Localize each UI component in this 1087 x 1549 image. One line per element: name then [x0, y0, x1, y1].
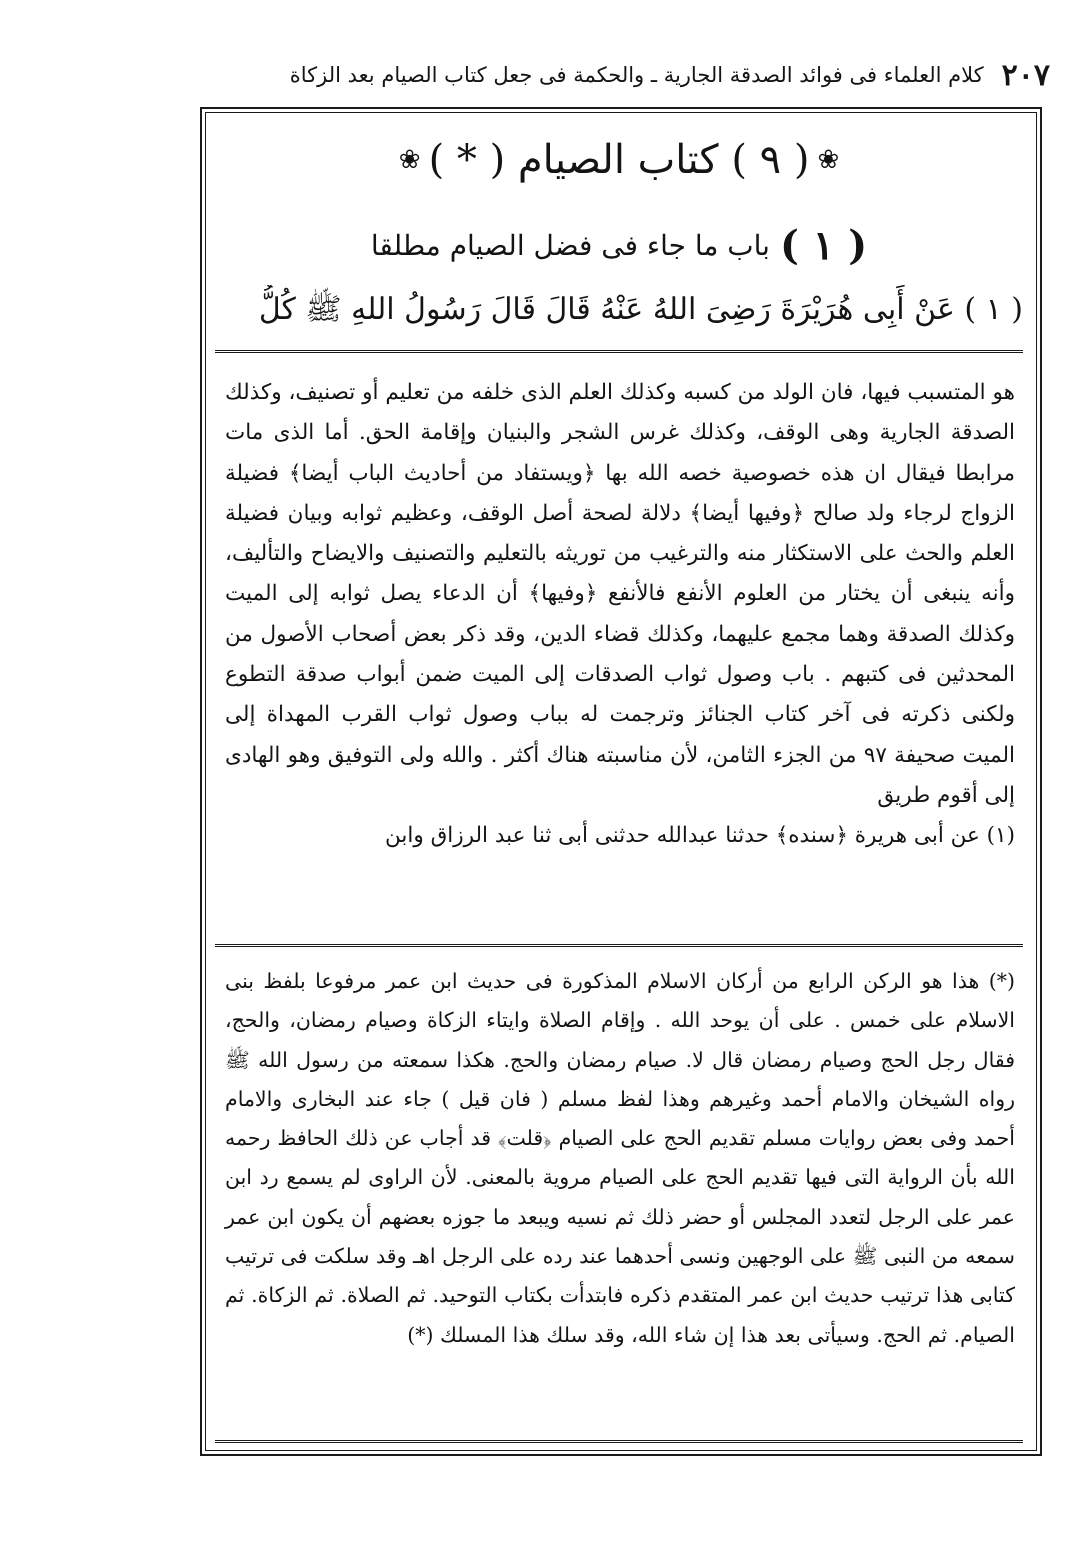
bottom-rule — [215, 1440, 1023, 1443]
hadith-text: ( ١ ) عَنْ أَبِى هُرَيْرَةَ رَضِىَ اللهُ عَنْهُ قَالَ قَالَ رَسُولُ اللهِ ﷺ كُلُّ — [258, 292, 1023, 327]
book-title-text: ( ٩ ) كتاب الصيام ( * ) — [428, 137, 810, 183]
running-head-text: كلام العلماء فى فوائد الصدقة الجارية ـ والحكمة فى جعل كتاب الصيام بعد الزكاة — [289, 63, 984, 87]
ornament-right-icon: ❀ — [817, 145, 840, 175]
chapter-number: ( ١ ) — [779, 221, 868, 269]
running-header — [200, 55, 1050, 95]
commentary-text: هو المتسبب فيها، فان الولد من كسبه وكذلك العلم الذى خلفه من تعليم أو تصنيف، وكذلك الصدقة الجارية وهى الوقف، وكذلك غرس الشجر والبنيان وإقامة الحق. أما الذى مات مرابطا فيقال ان هذه خصوصية خصه الله بها ﴿ويستفاد من أحاديث الباب أيضا﴾ فضيلة الزواج لرجاء ولد صالح ﴿وفيها أيضا﴾ دلالة لصحة أصل الوقف، وعظيم ثوابه وبيان فضيلة العلم والحث على الاستكثار منه والترغيب من توريثه بالتعليم والتصنيف والايضاح والتأليف، وأنه ينبغى أن يختار من العلوم الأنفع فالأنفع ﴿وفيها﴾ أن الدعاء يصل ثوابه إلى الميت وكذلك الصدقة وهما مجمع عليهما، وكذلك قضاء الدين، وقد ذكر بعض أصحاب الأصول من المحدثين فى كتبهم . باب وصول ثواب الصدقات إلى الميت ضمن أبواب صدقة التطوع ولكنى ذكرته فى آخر كتاب الجنائز وترجمت له بباب وصول ثواب القرب المهداة إلى الميت صحيفة ٩٧ من الجزء الثامن، لأن مناسبته هناك أكثر . والله ولى التوفيق وهو الهادى إلى أقوم طريق — [225, 380, 1015, 808]
divider-rule — [215, 350, 1023, 353]
ornament-left-icon: ❀ — [398, 145, 421, 175]
commentary-block — [225, 373, 1015, 933]
commentary-isnad: (١) عن أبى هريرة ﴿سنده﴾ حدثنا عبدالله حدثنى أبى ثنا عبد الرزاق وابن — [385, 823, 1015, 849]
footnote-text: (*) هذا هو الركن الرابع من أركان الاسلام المذكورة فى حديث ابن عمر مرفوعا بلفظ بنى الاسلام على خمس . على أن يوحد الله . وإقام الصلاة وايتاء الزكاة وصيام رمضان، والحج، فقال رجل الحج وصيام رمضان قال لا. صيام رمضان والحج. هكذا سمعته من رسول الله ﷺ رواه الشيخان والامام أحمد وغيرهم وهذا لفظ مسلم ( فان قيل ) جاء عند البخارى والامام أحمد وفى بعض روايات مسلم تقديم الحج على الصيام ﴿قلت﴾ قد أجاب عن ذلك الحافظ رحمه الله بأن الرواية التى فيها تقديم الحج على الصيام مروية بالمعنى. لأن الراوى لم يسمع رد ابن عمر على الرجل لتعدد المجلس أو حضر ذلك ثم نسيه ويبعد ما جوزه بعضهم أن يكون ابن عمر سمعه من النبى ﷺ على الوجهين ونسى أحدهما عند رده على الرجل اهـ وقد سلكت فى ترتيب كتابى هذا ترتيب حديث ابن عمر المتقدم ذكره فابتدأت بكتاب التوحيد. ثم الصلاة. ثم الزكاة. ثم الصيام. ثم الحج. وسيأتى بعد هذا إن شاء الله، وقد سلك هذا المسلك (*) — [225, 969, 1015, 1347]
book-title — [210, 130, 1028, 190]
chapter-heading — [210, 220, 1028, 270]
page-number: ٢٠٧ — [1001, 57, 1050, 93]
footnote-divider — [215, 944, 1023, 947]
chapter-title-text: باب ما جاء فى فضل الصيام مطلقا — [370, 228, 770, 262]
footnote-block — [225, 962, 1015, 1432]
